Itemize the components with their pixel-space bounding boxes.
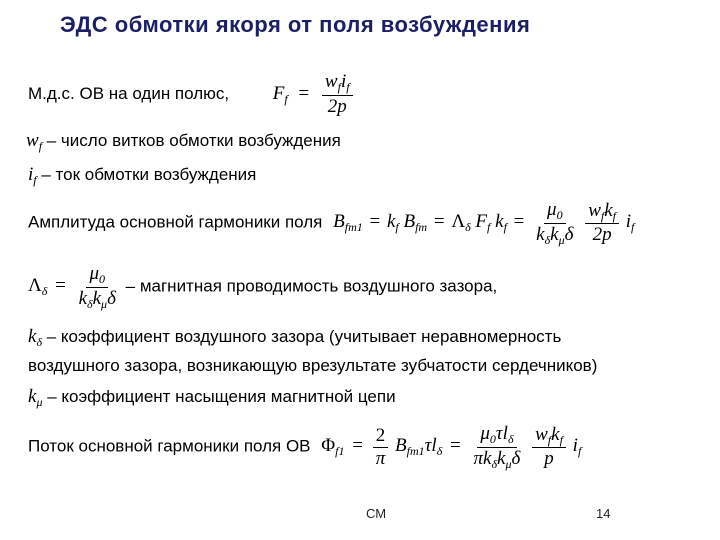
if-definition <box>28 164 256 188</box>
mds-label: М.д.с. ОВ на один полюс, <box>28 83 230 103</box>
lambda-fraction: $\frac{\mu_0}{k_\delta k_\mu\delta}$ <box>78 263 116 311</box>
flux-coef-fraction: $\frac{2}{\pi}$ <box>373 426 389 469</box>
flux-label: Поток основной гармоники поля ОВ <box>28 436 311 456</box>
kmu-definition <box>28 386 396 410</box>
lambda-text: – магнитная проводимость воздушного зазора, <box>125 276 498 296</box>
amplitude-row <box>28 200 634 246</box>
kmu-text: – коэффициент насыщения магнитной цепи <box>42 387 396 406</box>
flux-fraction-1: $\frac{\mu_0\tau l_\delta}{\pi k_\delta k_\mu\delta}$ <box>473 423 521 471</box>
lambda-row <box>28 264 497 310</box>
mds-formula: $F_f$ = $\frac{w_fi_f}{2p}$ <box>273 83 355 104</box>
kdelta-definition-cont <box>28 356 597 376</box>
flux-fraction-2: $\frac{w_fk_f}{p}$ <box>532 425 566 470</box>
flux-formula: $\Phi_{f1}$ = $\frac{2}{\pi}$ $B_{fm1}\tau l_\delta$ = $\frac{\mu_0\tau l_\delta}{\pi k_\delta k_\mu\delta}$ $\frac{w_fk_f}{p}$ $i_f$ <box>321 423 582 471</box>
mds-row <box>28 72 355 117</box>
kdelta-definition <box>28 326 561 350</box>
kdelta-text-line2: воздушного зазора, возникающую врезультате зубчатости сердечников) <box>28 356 598 375</box>
mds-fraction: $\frac{w_fi_f}{2p}$ <box>322 72 353 117</box>
kdelta-symbol: $k_\delta$ <box>28 326 43 349</box>
wf-text: – число витков обмотки возбуждения <box>42 131 341 150</box>
if-text: – ток обмотки возбуждения <box>36 165 257 184</box>
kmu-symbol: $k_\mu$ <box>28 386 43 409</box>
amplitude-fraction-2: $\frac{w_fk_f}{2p}$ <box>585 201 619 246</box>
amplitude-fraction-1: $\frac{\mu_0}{k_\delta k_\mu\delta}$ <box>536 199 574 247</box>
wf-definition <box>26 130 341 154</box>
slide-title: ЭДС обмотки якоря от поля возбуждения <box>60 12 531 37</box>
flux-row <box>28 424 581 470</box>
wf-symbol: $w_f$ <box>26 130 43 153</box>
if-symbol: $i_f$ <box>28 164 37 187</box>
footer-page-number: 14 <box>596 506 611 521</box>
lambda-formula: $\Lambda_\delta$ = $\frac{\mu_0}{k_\delta k_\mu\delta}$ <box>28 275 126 296</box>
amplitude-formula: $B_{fm1} = k_f$ $B_{fm} = \Lambda_\delta$ $F_f$ $k_f$ = $\frac{\mu_0}{k_\delta k_\mu\delta}$ $\frac{w_fk_f}{2p}$ $i_f$ <box>333 199 635 247</box>
kdelta-text-line1: – коэффициент воздушного зазора (учитывает неравномерность <box>42 327 562 346</box>
amplitude-label: Амплитуда основной гармоники поля <box>28 212 323 232</box>
footer-author: СМ <box>366 506 387 521</box>
